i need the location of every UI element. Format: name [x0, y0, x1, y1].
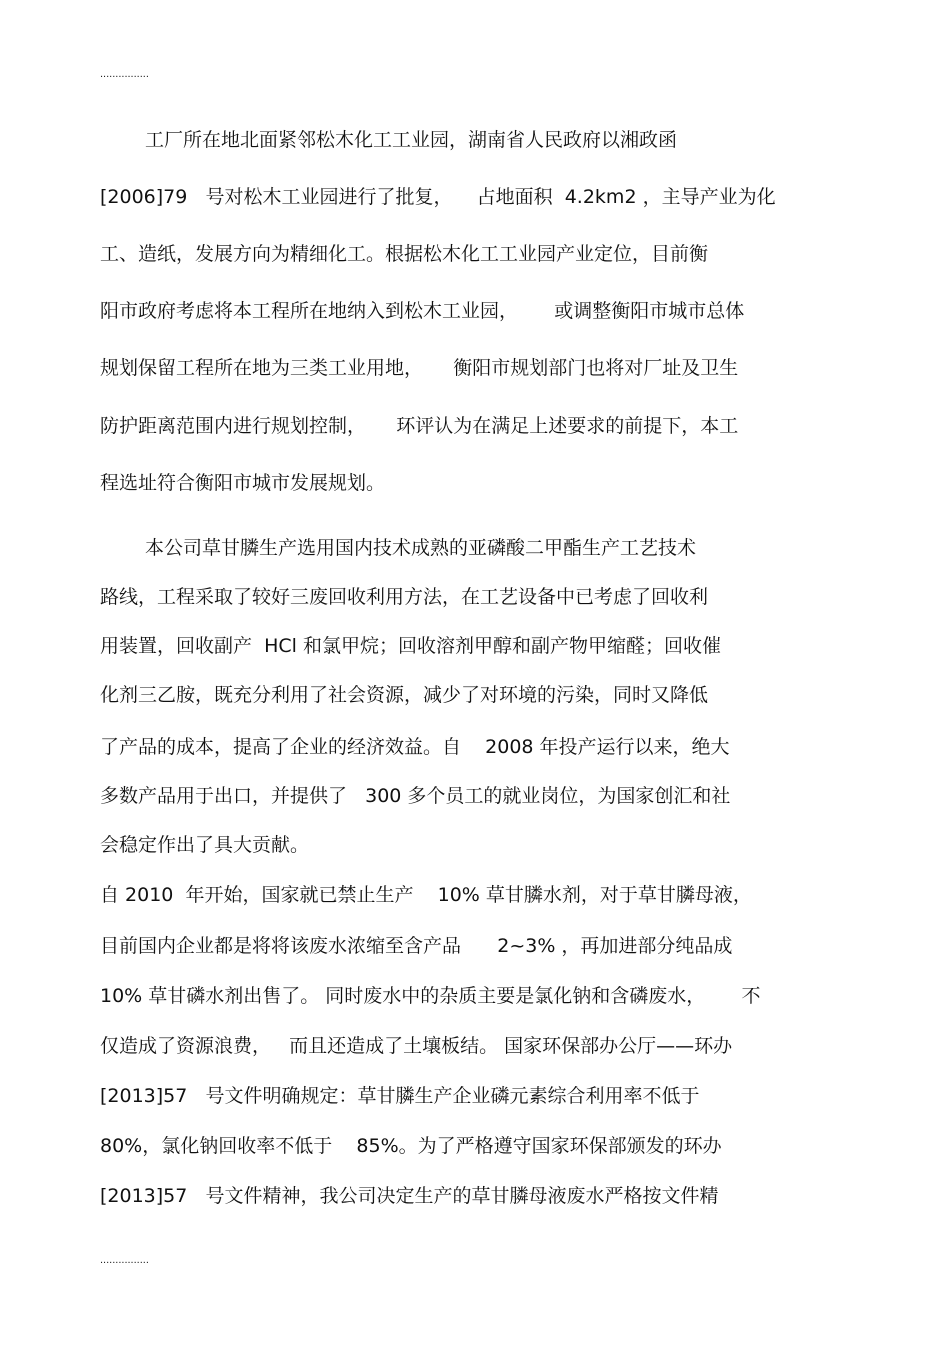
paragraph3-line: [2013]57 号文件精神，我公司决定生产的草甘膦母液废水严格按文件精 [100, 1185, 719, 1207]
paragraph2-line: 化剂三乙胺，既充分利用了社会资源，减少了对环境的污染，同时又降低 [100, 684, 709, 706]
paragraph1-line: 阳市政府考虑将本工程所在地纳入到松木工业园， 或调整衡阳市城市总体 [100, 300, 745, 322]
header-dotted-marker: ................ [100, 68, 149, 80]
paragraph2-line: 本公司草甘膦生产选用国内技术成熟的亚磷酸二甲酯生产工艺技术 [145, 537, 697, 559]
paragraph1-line: [2006]79 号对松木工业园进行了批复， 占地面积 4.2km2 ，主导产业为化 [100, 186, 776, 208]
paragraph2-line: 多数产品用于出口，并提供了 300 多个员工的就业岗位，为国家创汇和社 [100, 785, 731, 807]
paragraph2-line: 路线，工程采取了较好三废回收利用方法，在工艺设备中已考虑了回收利 [100, 586, 709, 608]
paragraph3-line: 80%，氯化钠回收率不低于 85%。为了严格遵守国家环保部颁发的环办 [100, 1135, 722, 1157]
paragraph2-line: 了产品的成本，提高了企业的经济效益。自 2008 年投产运行以来，绝大 [100, 736, 730, 758]
paragraph1-line: 程选址符合衡阳市城市发展规划。 [100, 472, 386, 494]
paragraph1-line: 规划保留工程所在地为三类工业用地， 衡阳市规划部门也将对厂址及卫生 [100, 357, 739, 379]
footer-dotted-marker: ................ [100, 1254, 149, 1266]
paragraph3-line: 自 2010 年开始，国家就已禁止生产 10% 草甘膦水剂，对于草甘膦母液， [100, 884, 752, 906]
paragraph3-line: 目前国内企业都是将将该废水浓缩至含产品 2~3% ，再加进部分纯品成 [100, 935, 733, 957]
paragraph1-line: 防护距离范围内进行规划控制， 环评认为在满足上述要求的前提下，本工 [100, 415, 739, 437]
paragraph2-line: 会稳定作出了具大贡献。 [100, 834, 310, 856]
paragraph3-line: 仅造成了资源浪费， 而且还造成了土壤板结。 国家环保部办公厅——环办 [100, 1035, 733, 1057]
paragraph1-line: 工、造纸，发展方向为精细化工。根据松木化工工业园产业定位，目前衡 [100, 243, 709, 265]
paragraph1-line: 工厂所在地北面紧邻松木化工工业园，湖南省人民政府以湘政函 [145, 129, 678, 151]
paragraph3-line: [2013]57 号文件明确规定：草甘膦生产企业磷元素综合利用率不低于 [100, 1085, 700, 1107]
paragraph2-line: 用装置，回收副产 HCl 和氯甲烷；回收溶剂甲醇和副产物甲缩醛；回收催 [100, 635, 721, 657]
paragraph3-line: 10% 草甘磷水剂出售了。 同时废水中的杂质主要是氯化钠和含磷废水， 不 [100, 985, 761, 1007]
